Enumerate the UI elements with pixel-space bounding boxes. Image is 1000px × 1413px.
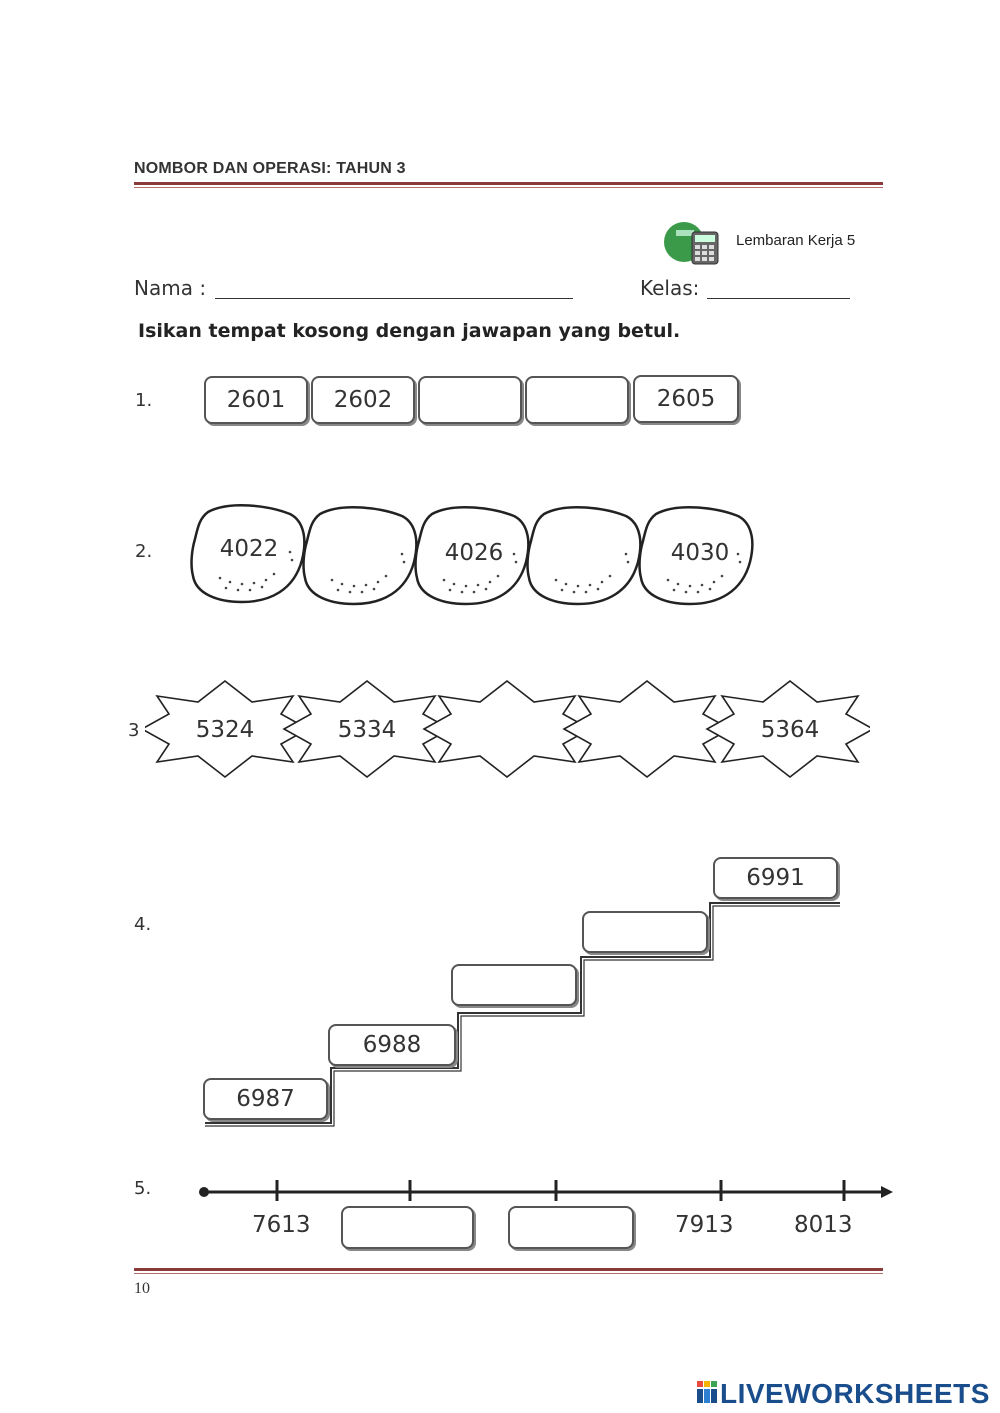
- q4-number: 4.: [134, 914, 152, 935]
- worksheet-label: Lembaran Kerja 5: [736, 232, 856, 249]
- q1-box: 2605: [633, 375, 739, 423]
- header-rule-thin: [134, 187, 883, 188]
- name-input[interactable]: [215, 297, 573, 299]
- header-rule: [134, 182, 883, 185]
- q1-answer-box[interactable]: [418, 376, 522, 424]
- name-label: Nama :: [134, 276, 207, 300]
- star-value: 5324: [195, 717, 255, 743]
- lemon[interactable]: [304, 507, 417, 604]
- q5-label: 8013: [794, 1212, 853, 1238]
- q4-step: 6988: [328, 1024, 456, 1066]
- q5-label: 7913: [675, 1212, 734, 1238]
- lemon-value: 4026: [444, 540, 504, 566]
- lemons-group: [185, 500, 765, 610]
- q4-step: 6987: [203, 1078, 328, 1120]
- q1-box: 2601: [204, 376, 308, 424]
- footer-rule: [134, 1268, 883, 1271]
- q1-number: 1.: [135, 390, 153, 411]
- q4-answer-step[interactable]: [451, 964, 577, 1006]
- instruction: Isikan tempat kosong dengan jawapan yang betul.: [138, 320, 681, 342]
- star-value: 5364: [760, 717, 820, 743]
- stars-group: [145, 680, 870, 780]
- footer-rule-thin: [134, 1273, 883, 1274]
- header-title: NOMBOR DAN OPERASI: TAHUN 3: [134, 160, 406, 177]
- q5-label: 7613: [252, 1212, 311, 1238]
- liveworksheets-brand: LIVEWORKSHEETS: [720, 1378, 990, 1409]
- q1-answer-box[interactable]: [525, 376, 629, 424]
- q1-box: 2602: [311, 376, 415, 424]
- q4-answer-step[interactable]: [582, 911, 708, 953]
- calculator-badge-icon: [662, 218, 722, 266]
- page-number: 10: [134, 1280, 150, 1297]
- lemon-value: 4022: [219, 536, 279, 562]
- lemon[interactable]: [528, 507, 641, 604]
- class-label: Kelas:: [640, 276, 700, 300]
- q5-number: 5.: [134, 1178, 152, 1199]
- q4-step: 6991: [713, 857, 838, 899]
- class-input[interactable]: [707, 297, 850, 299]
- star-value: 5334: [337, 717, 397, 743]
- q3-number: 3: [128, 720, 140, 741]
- q2-number: 2.: [135, 541, 153, 562]
- liveworksheets-logo-icon: [697, 1381, 717, 1403]
- star-shape[interactable]: [564, 681, 730, 777]
- q5-answer-box[interactable]: [341, 1206, 474, 1249]
- q5-answer-box[interactable]: [508, 1206, 634, 1249]
- lemon-value: 4030: [670, 540, 730, 566]
